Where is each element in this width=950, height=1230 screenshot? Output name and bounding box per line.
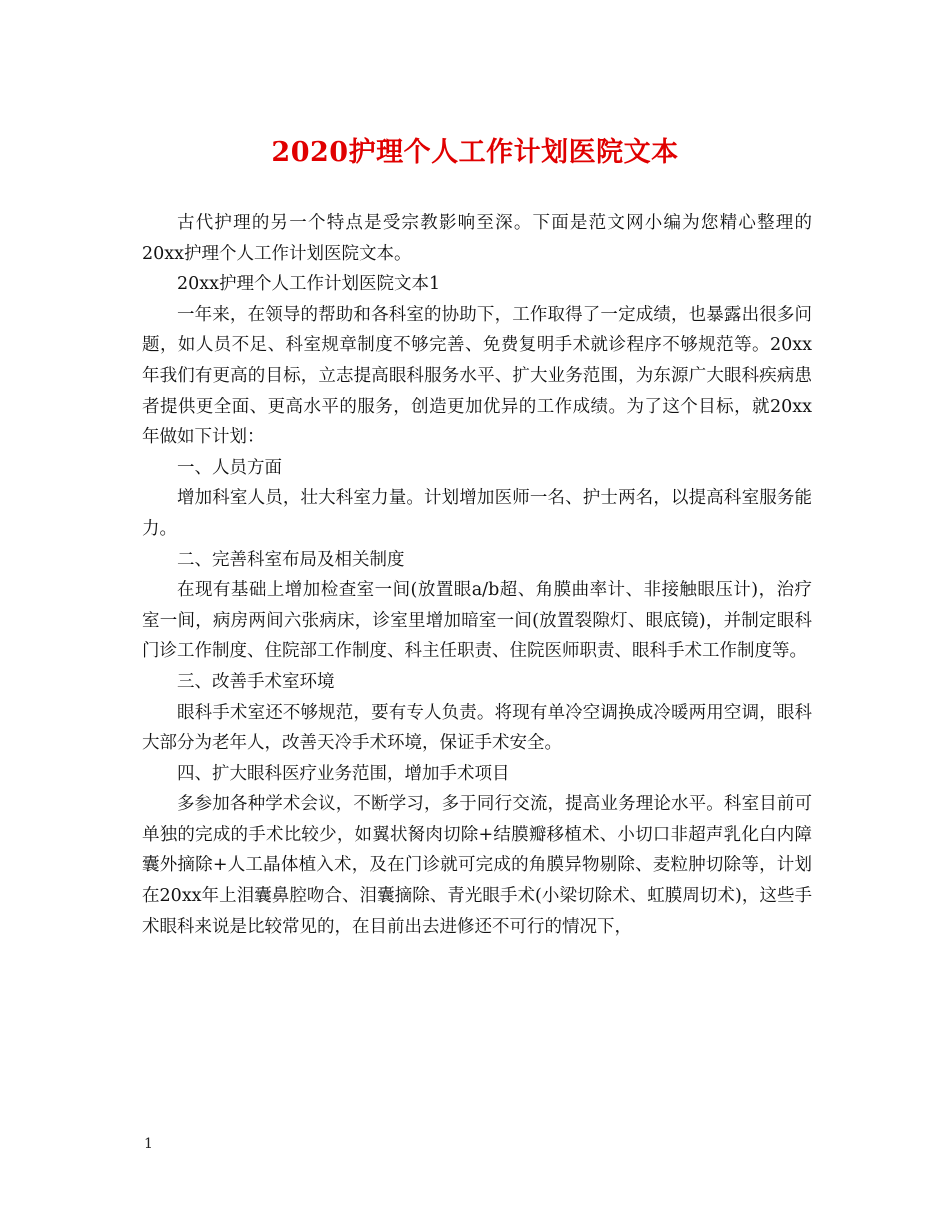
expand-services-paragraph: 多参加各种学术会议，不断学习，多于同行交流，提高业务理论水平。科室目前可单独的完成的手术比较少，如翼状胬肉切除+结膜瓣移植术、小切口非超声乳化白内障囊外摘除+人工晶体植入术，及在门诊就可完成的角膜异物剔除、麦粒肿切除等，计划在20xx年上泪囊鼻腔吻合、泪囊摘除、青光眼手术(小梁切除术、虹膜周切术)，这些手术眼科来说是比较常见的，在目前出去进修还不可行的情况下，: [142, 794, 812, 937]
heading-layout-rules: 二、完善科室布局及相关制度: [177, 549, 405, 570]
intro-paragraph: 古代护理的另一个特点是受宗教影响至深。下面是范文网小编为您精心整理的20xx护理个人工作计划医院文本。: [142, 213, 812, 264]
heading-operating-room: 三、改善手术室环境: [177, 671, 335, 692]
page-number: 1: [144, 1136, 153, 1152]
summary-paragraph: 一年来，在领导的帮助和各科室的协助下，工作取得了一定成绩，也暴露出很多问题，如人员不足、科室规章制度不够完善、免费复明手术就诊程序不够规范等。20xx年我们有更高的目标，立志提高眼科服务水平、扩大业务范围，为东源广大眼科疾病患者提供更全面、更高水平的服务，创造更加优异的工作成绩。为了这个目标，就20xx年做如下计划：: [142, 304, 812, 448]
document-body: [142, 208, 812, 942]
section-heading-text-1: 20xx护理个人工作计划医院文本1: [177, 274, 441, 295]
document-title: 2020护理个人工作计划医院文本: [271, 137, 679, 168]
heading-personnel: 一、人员方面: [177, 457, 282, 478]
personnel-paragraph: 增加科室人员，壮大科室力量。计划增加医师一名、护士两名，以提高科室服务能力。: [142, 488, 812, 539]
layout-rules-paragraph: 在现有基础上增加检查室一间(放置眼a/b超、角膜曲率计、非接触眼压计)，治疗室一间，病房两间六张病床，诊室里增加暗室一间(放置裂隙灯、眼底镜)，并制定眼科门诊工作制度、住院部工作制度、科主任职责、住院医师职责、眼科手术工作制度等。: [142, 580, 812, 662]
operating-room-paragraph: 眼科手术室还不够规范，要有专人负责。将现有单冷空调换成冷暖两用空调，眼科大部分为老年人，改善天冷手术环境，保证手术安全。: [142, 702, 812, 754]
heading-expand-services: 四、扩大眼科医疗业务范围，增加手术项目: [177, 763, 510, 784]
